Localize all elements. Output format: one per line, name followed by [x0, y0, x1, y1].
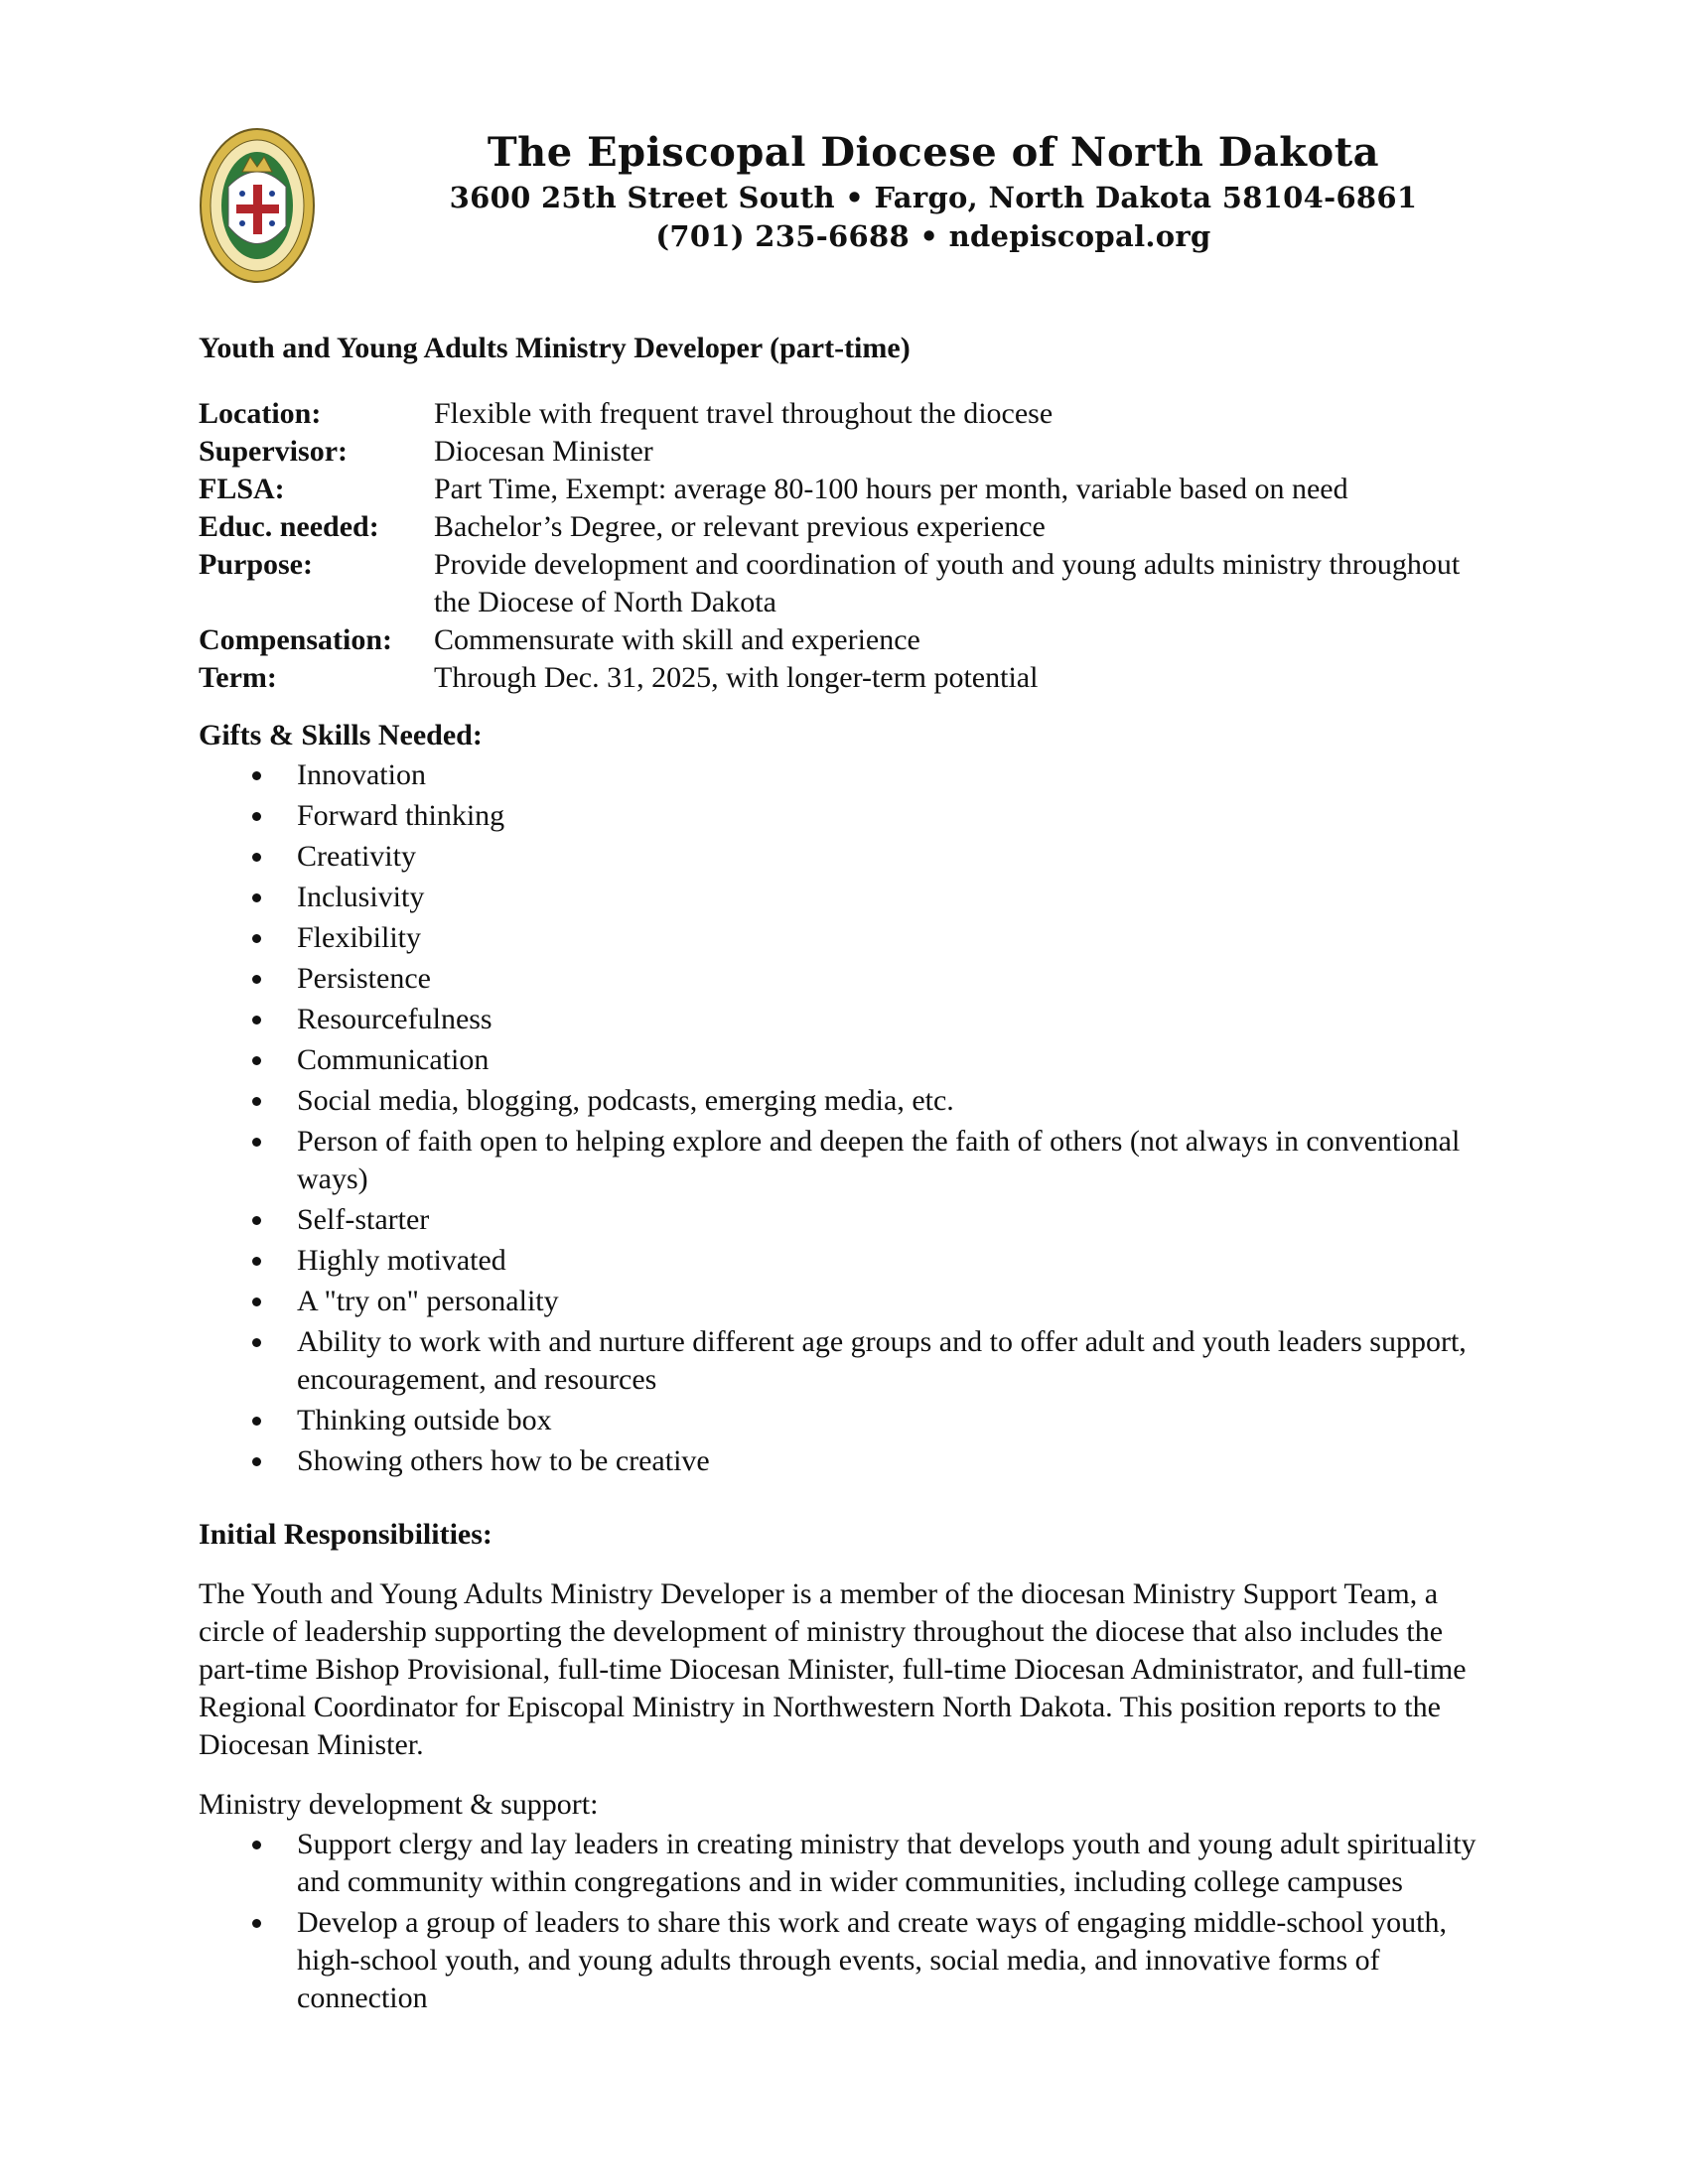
document-body: [199, 330, 1489, 2020]
organization-name: The Episcopal Diocese of North Dakota: [487, 129, 1380, 176]
organization-address: 3600 25th Street South • Fargo, North Dakota 58104-6861: [449, 181, 1418, 214]
detail-value: Part Time, Exempt: average 80-100 hours per month, variable based on need: [434, 473, 1348, 505]
list-item: Person of faith open to helping explore and deepen the faith of others (not always in conventional ways): [297, 1123, 1489, 1198]
detail-value: Diocesan Minister: [434, 435, 653, 468]
ministry-heading: Ministry development & support:: [199, 1788, 599, 1821]
list-item: Support clergy and lay leaders in creating ministry that develops youth and young adult spirituality and community within congregations and in wider communities, including college campuses: [297, 1826, 1489, 1901]
detail-key: Compensation:: [199, 623, 393, 656]
detail-value: Commensurate with skill and experience: [434, 623, 920, 656]
organization-contact: (701) 235-6688 • ndepiscopal.org: [655, 219, 1211, 253]
detail-key: FLSA:: [199, 473, 285, 505]
list-item: Flexibility: [297, 919, 1489, 957]
detail-row-compensation: [199, 621, 1489, 659]
list-item: Ability to work with and nurture different age groups and to offer adult and youth leaders support, encouragement, and resources: [297, 1323, 1489, 1399]
gifts-heading: Gifts & Skills Needed:: [199, 719, 483, 751]
detail-key: Term:: [199, 661, 277, 694]
gifts-list: [199, 756, 1489, 1480]
diocese-seal-logo: [199, 127, 316, 284]
list-item: Showing others how to be creative: [297, 1442, 1489, 1480]
detail-row-location: [199, 395, 1489, 433]
job-details-table: [199, 395, 1489, 697]
detail-row-term: [199, 659, 1489, 697]
list-item: Creativity: [297, 838, 1489, 876]
detail-row-purpose: [199, 546, 1489, 621]
list-item: Persistence: [297, 960, 1489, 998]
detail-key: Location:: [199, 397, 322, 430]
list-item: A "try on" personality: [297, 1283, 1489, 1320]
ministry-list: [199, 1826, 1489, 2017]
detail-row-education: [199, 508, 1489, 546]
detail-value: Flexible with frequent travel throughout the diocese: [434, 397, 1054, 430]
list-item: Resourcefulness: [297, 1001, 1489, 1038]
list-item: Innovation: [297, 756, 1489, 794]
detail-value: Provide development and coordination of youth and young adults ministry throughout the Diocese of North Dakota: [434, 548, 1461, 618]
list-item: Forward thinking: [297, 797, 1489, 835]
list-item: Social media, blogging, podcasts, emerging media, etc.: [297, 1082, 1489, 1120]
detail-key: Educ. needed:: [199, 510, 379, 543]
responsibilities-heading: Initial Responsibilities:: [199, 1518, 492, 1551]
list-item: Develop a group of leaders to share this work and create ways of engaging middle-school youth, high-school youth, and young adults through events, social media, and innovative forms of connection: [297, 1904, 1489, 2017]
detail-value: Through Dec. 31, 2025, with longer-term potential: [434, 661, 1039, 694]
detail-key: Supervisor:: [199, 435, 348, 468]
letterhead: [338, 127, 1529, 256]
detail-row-flsa: [199, 471, 1489, 508]
responsibilities-paragraph: The Youth and Young Adults Ministry Developer is a member of the diocesan Ministry Support Team, a circle of leadership supporting the development of ministry throughout the diocese that also includes the part-time Bishop Provisional, full-time Diocesan Minister, full-time Diocesan Administrator, and full-time Regional Coordinator for Episcopal Ministry in Northwestern North Dakota. This position reports to the Diocesan Minister.: [199, 1577, 1467, 1761]
detail-value: Bachelor’s Degree, or relevant previous experience: [434, 510, 1046, 543]
list-item: Highly motivated: [297, 1242, 1489, 1280]
list-item: Self-starter: [297, 1201, 1489, 1239]
job-title: Youth and Young Adults Ministry Developer (part-time): [199, 332, 911, 364]
list-item: Communication: [297, 1041, 1489, 1079]
detail-row-supervisor: [199, 433, 1489, 471]
list-item: Thinking outside box: [297, 1402, 1489, 1439]
list-item: Inclusivity: [297, 879, 1489, 916]
detail-key: Purpose:: [199, 548, 313, 581]
